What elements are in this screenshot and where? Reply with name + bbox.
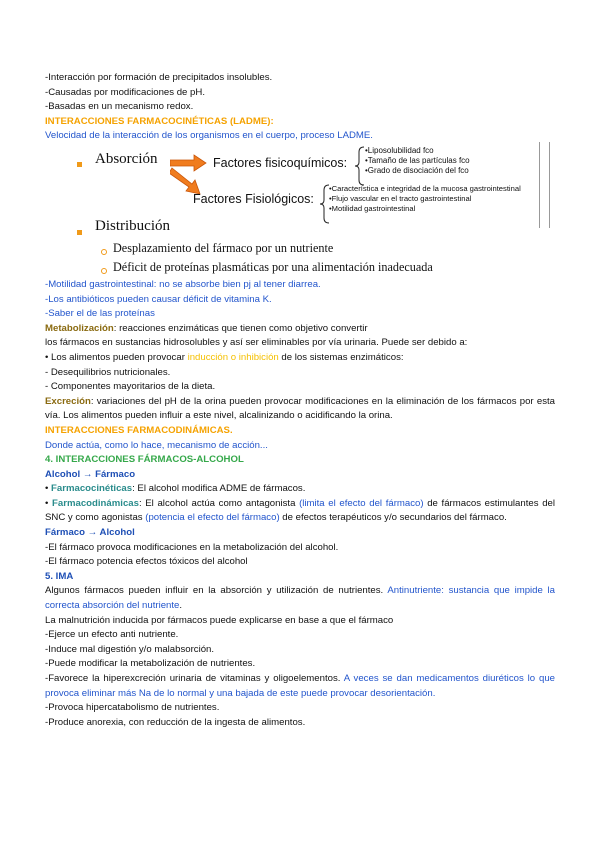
metabolizacion-item: - Desequilibrios nutricionales. [45, 366, 171, 378]
dist-item: Déficit de proteínas plasmáticas por una alimentación inadecuada [113, 259, 433, 274]
divider-line [539, 142, 540, 228]
alcohol-item: -El fármaco provoca modificaciones en la metabolización del alcohol. [45, 541, 339, 553]
circle-bullet-icon [101, 249, 107, 255]
factores-fisicoquimicos-label: Factores fisicoquímicos: [213, 155, 348, 170]
ladme-diagram [45, 146, 555, 278]
document-page [45, 71, 555, 730]
excrecion-text: : variaciones del pH de la orina pueden provocar modificaciones en la eliminación de los fármacos por esta vía. Los alimentos pueden influir a este nivel, alcalinizando o acidificando la orina. [45, 395, 555, 422]
metabolizacion-line3-pre: • Los alimentos pueden provocar [45, 351, 188, 363]
divider-line [549, 142, 550, 228]
metabolizacion-text: : reacciones enzimáticas que tienen como objetivo convertir [113, 322, 368, 334]
intro-line: -Interacción por formación de precipitados insolubles. [45, 72, 273, 83]
ima-item: -Ejerce un efecto anti nutriente. [45, 629, 179, 641]
square-bullet-icon [77, 230, 82, 235]
metabolizacion-line3-post: de los sistemas enzimáticos: [278, 351, 404, 363]
note-line: -Motilidad gastrointestinal: no se absorbe bien pj al tener diarrea. [45, 278, 321, 290]
fd-text: de fármacos estimulantes del SNC y como agonistas [45, 497, 555, 524]
fisio-item: •Motilidad gastrointestinal [329, 203, 416, 213]
metabolizacion-line3 [45, 351, 555, 366]
intro-line: -Basadas en un mecanismo redox. [45, 101, 194, 113]
alcohol-sub2: Fármaco → Alcohol [45, 527, 135, 539]
metabolizacion-label: Metabolización [45, 322, 114, 334]
alcohol-sub1: Alcohol → Fármaco [45, 468, 136, 480]
ima-heading: 5. IMA [45, 570, 74, 582]
farmacodinamicas-paragraph: • Farmacodinámicas: El alcohol actúa como antagonista (limita el efecto del fármaco) de fármacos estimulantes del SNC y como agonistas (potencia el efecto del fármaco) de efectos terapéuticos y/o secundarios del fármaco. [45, 497, 555, 524]
ladme-definition: Velocidad de la interacción de los organismos en el cuerpo, proceso LADME. [45, 130, 373, 142]
ima-item: -Produce anorexia, con reducción de la ingesta de alimentos. [45, 716, 306, 728]
dist-item: Desplazamiento del fármaco por un nutriente [113, 240, 334, 255]
farmacocineticas-label: Farmacocinéticas [51, 483, 133, 495]
note-line: -Los antibióticos pueden causar déficit de vitamina K. [45, 293, 272, 305]
fd-text: : El alcohol actúa como antagonista [138, 497, 300, 509]
fisico-item: •Tamaño de las partículas fco [365, 155, 470, 165]
ima-item: -Puede modificar la metabolización de nutrientes. [45, 658, 256, 670]
fisio-item: •Flujo vascular en el tracto gastrointestinal [329, 193, 472, 203]
ima-hyper-paragraph [45, 672, 555, 701]
factores-fisiologicos-label: Factores Fisiológicos: [193, 191, 314, 206]
alcohol-item: -El fármaco potencia efectos tóxicos del alcohol [45, 556, 248, 568]
distribucion-label: Distribución [95, 217, 170, 234]
farmacodinamicas-definition: Donde actúa, como lo hace, mecanismo de acción... [45, 439, 268, 451]
circle-bullet-icon [101, 268, 107, 274]
ima-hyper-blue: A veces se dan medicamentos diuréticos lo que provoca eliminar más Na de lo normal y una bajada de este puede provocar desorientación. [45, 673, 555, 699]
fisico-item: •Grado de disociación del fco [365, 165, 469, 175]
brace-icon [355, 146, 365, 186]
ima-paragraph [45, 584, 555, 613]
ladme-heading: INTERACCIONES FARMACOCINÉTICAS (LADME): [45, 115, 274, 127]
ima-hyper-text: -Favorece la hiperexcreción urinaria de vitaminas y oligoelementos. [45, 673, 344, 684]
metabolizacion-item: - Componentes mayoritarios de la dieta. [45, 381, 216, 393]
ima-end: . [179, 600, 183, 612]
absorcion-label: Absorción [95, 150, 158, 167]
intro-line: -Causadas por modificaciones de pH. [45, 86, 205, 98]
metabolizacion-line [45, 322, 555, 337]
antinutriente-definition: Antinutriente: sustancia que impide la correcta absorción del nutriente [45, 585, 555, 612]
ima-item: -Induce mal digestión y/o malabsorción. [45, 643, 215, 655]
farmacodinamicas-label: Farmacodinámicas [52, 497, 139, 509]
metabolizacion-line2: los fármacos en sustancias hidrosolubles y así ser eliminables por vía urinaria. Puede ser debido a: [45, 337, 468, 349]
farmacocineticas-text: : El alcohol modifica ADME de fármacos. [132, 483, 306, 495]
square-bullet-icon [77, 162, 82, 167]
fisico-item: •Liposolubilidad fco [365, 145, 434, 155]
fisio-item: •Característica e integridad de la mucosa gastrointestinal [329, 183, 521, 193]
ima-item: -Provoca hipercatabolismo de nutrientes. [45, 702, 220, 714]
note-line: -Saber el de las proteínas [45, 308, 155, 320]
ima-text: Algunos fármacos pueden influir en la absorción y utilización de nutrientes. [45, 585, 388, 597]
farmacocineticas-line: • Farmacocinéticas: El alcohol modifica ADME de fármacos. [45, 483, 306, 495]
induccion-highlight: inducción o inhibición [187, 351, 279, 363]
fd-text: de efectos terapéuticos y/o secundarios del fármaco. [279, 512, 507, 524]
excrecion-label: Excreción [45, 395, 91, 407]
excrecion-paragraph [45, 395, 555, 424]
fd-blue: (limita el efecto del fármaco) [299, 497, 424, 509]
fd-blue: (potencia el efecto del fármaco) [145, 512, 280, 524]
alcohol-heading: 4. INTERACCIONES FÁRMACOS-ALCOHOL [45, 454, 244, 466]
ima-intro: La malnutrición inducida por fármacos puede explicarse en base a que el fármaco [45, 614, 394, 626]
farmacodinamicas-heading: INTERACCIONES FARMACODINÁMICAS. [45, 424, 233, 436]
